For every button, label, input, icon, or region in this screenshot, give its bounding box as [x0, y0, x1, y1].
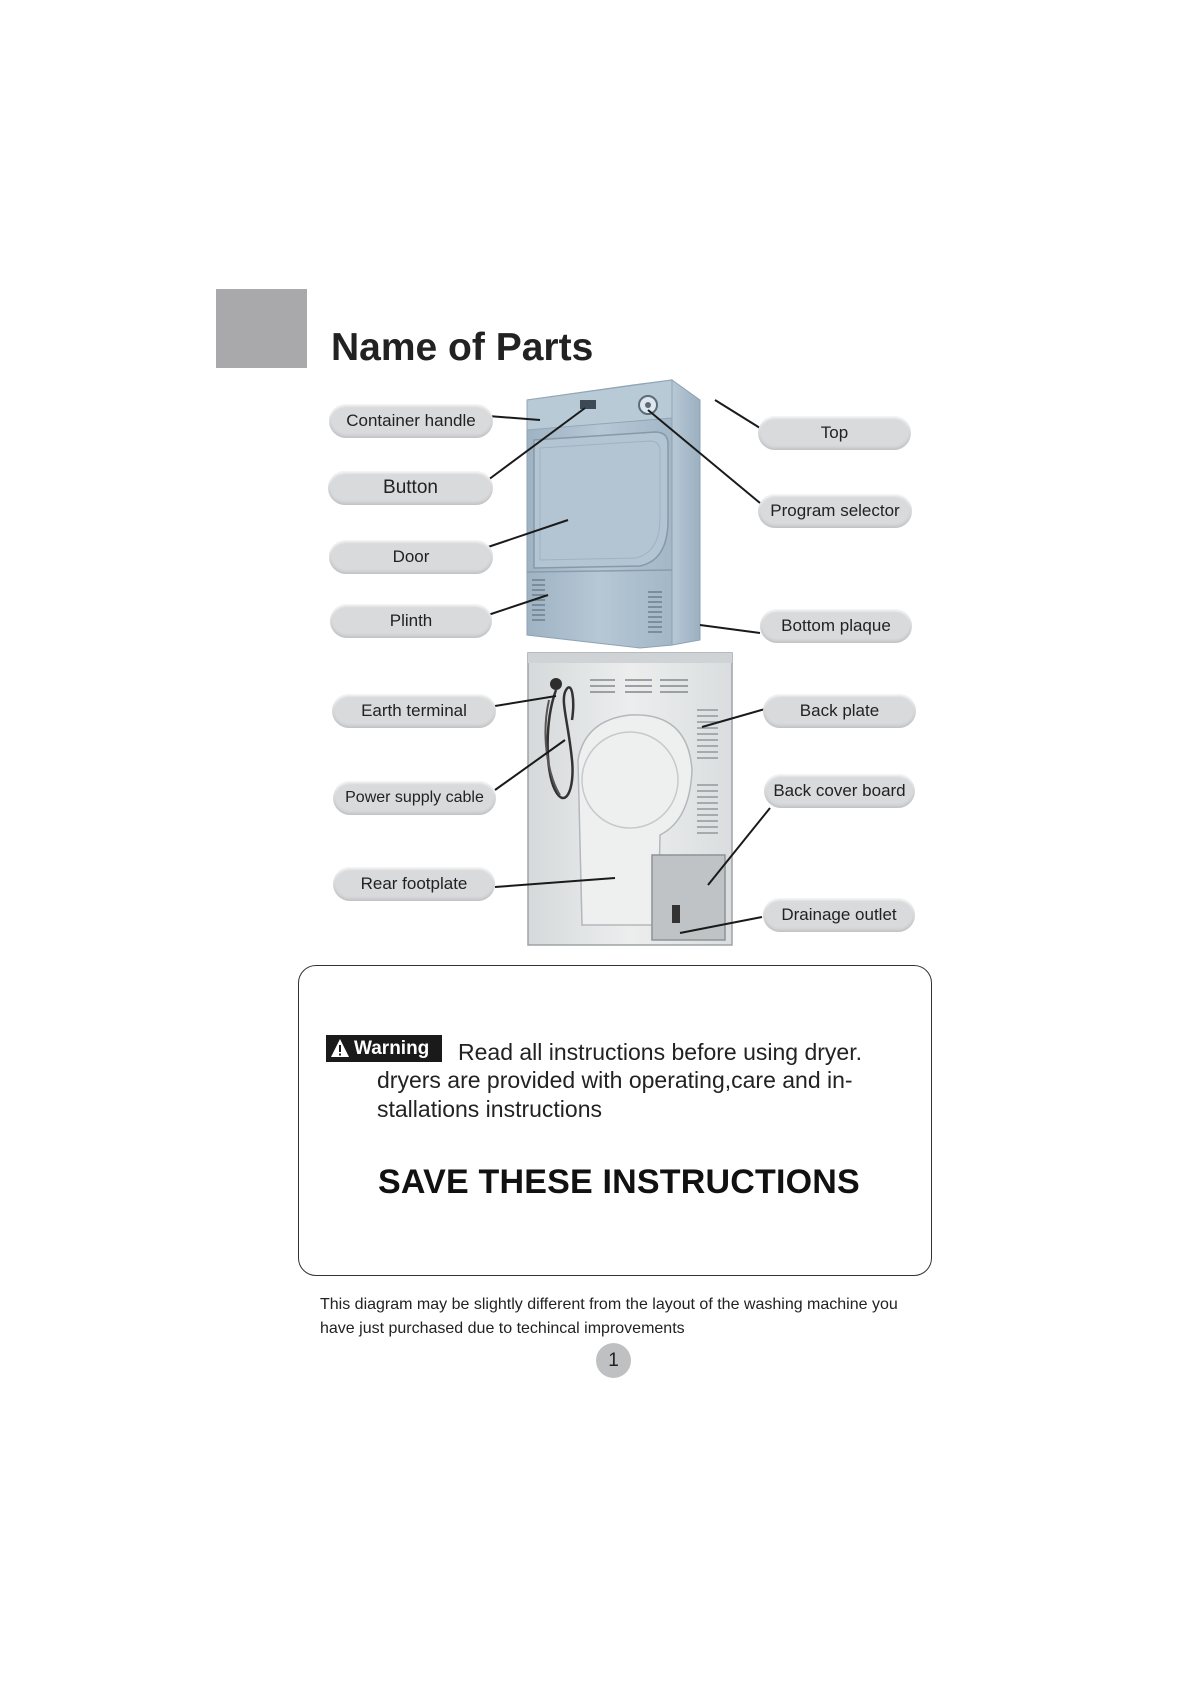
label-door: Door: [329, 540, 493, 574]
save-instructions-heading: SAVE THESE INSTRUCTIONS: [378, 1163, 860, 1201]
label-back-plate: Back plate: [763, 694, 916, 728]
label-button: Button: [328, 471, 493, 505]
label-program-selector: Program selector: [758, 494, 912, 528]
label-bottom-plaque: Bottom plaque: [760, 609, 912, 643]
page-number: 1: [596, 1343, 631, 1378]
warning-line-2: dryers are provided with operating,care and in-: [377, 1067, 853, 1093]
dryer-rear-view: [528, 653, 732, 945]
note-line-1: This diagram may be slightly different from the layout of the washing machine you: [320, 1296, 898, 1313]
section-tab: [216, 289, 307, 368]
label-earth-terminal: Earth terminal: [332, 694, 496, 728]
page-title: Name of Parts: [331, 326, 594, 369]
label-plinth: Plinth: [330, 604, 492, 638]
label-power-supply-cable: Power supply cable: [333, 781, 496, 815]
warning-triangle-icon: [330, 1038, 350, 1058]
label-rear-footplate: Rear footplate: [333, 867, 495, 901]
label-container-handle: Container handle: [329, 404, 493, 438]
leader-lines: [488, 400, 770, 933]
warning-line-3: stallations instructions: [377, 1096, 602, 1122]
warning-line-1: Read all instructions before using dryer.: [458, 1039, 862, 1065]
note-line-2: have just purchased due to techincal improvements: [320, 1320, 685, 1337]
warning-badge: [326, 1035, 442, 1062]
label-top: Top: [758, 416, 911, 450]
label-back-cover-board: Back cover board: [764, 774, 915, 808]
dryer-front-view: [527, 380, 700, 648]
warning-badge-label: Warning: [354, 1038, 430, 1059]
label-drainage-outlet: Drainage outlet: [763, 898, 915, 932]
